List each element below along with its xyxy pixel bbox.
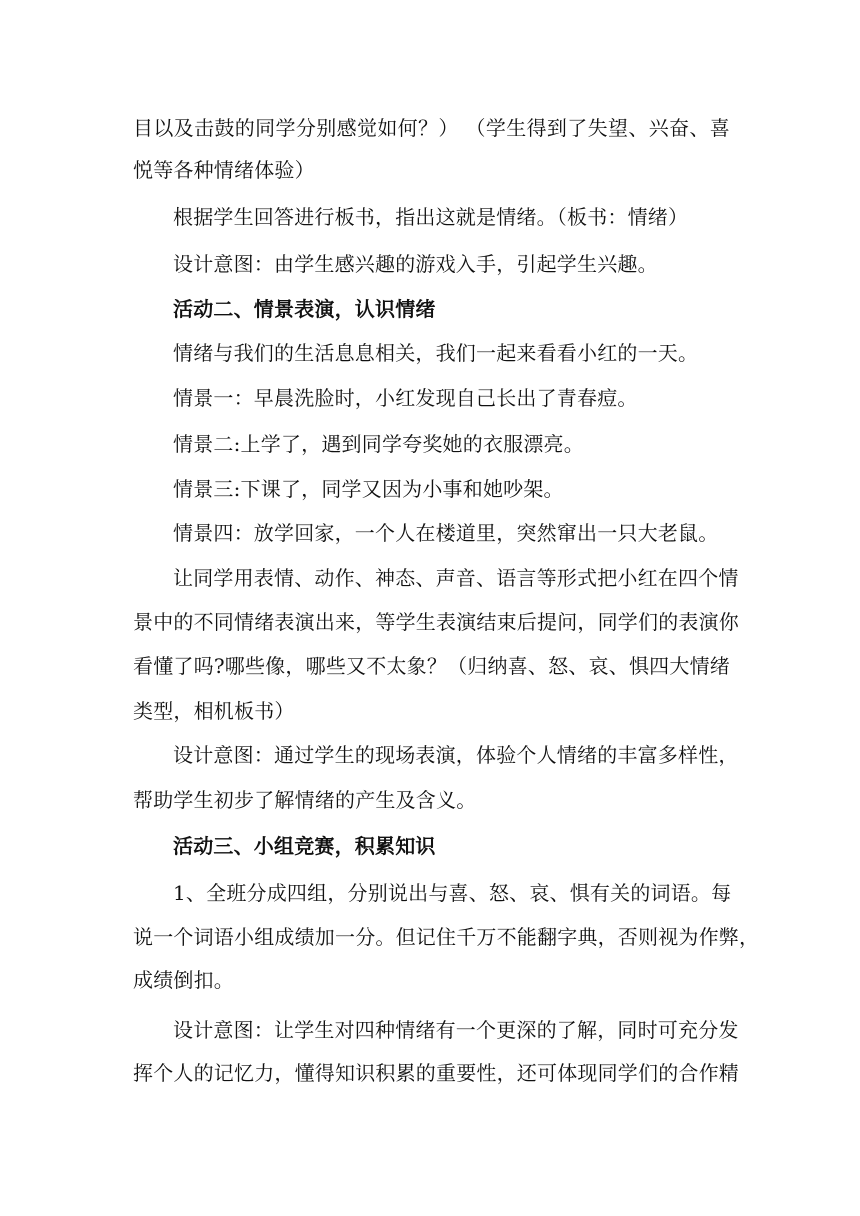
text-line: 设计意图：让学生对四种情绪有一个更深的了解，同时可充分发 <box>173 1018 739 1042</box>
text-line: 景中的不同情绪表演出来，等学生表演结束后提问，同学们的表演你 <box>133 610 739 634</box>
text-line: 挥个人的记忆力，懂得知识积累的重要性，还可体现同学们的合作精 <box>133 1061 739 1085</box>
text-line: 设计意图：由学生感兴趣的游戏入手，引起学生兴趣。 <box>173 252 658 276</box>
section-heading: 活动三、小组竞赛，积累知识 <box>173 834 436 858</box>
text-line: 设计意图：通过学生的现场表演，体验个人情绪的丰富多样性， <box>173 743 739 767</box>
text-line: 情景一：早晨洗脸时，小红发现自己长出了青春痘。 <box>173 386 638 410</box>
text-line: 情景二:上学了，遇到同学夸奖她的衣服漂亮。 <box>173 432 584 456</box>
text-line: 目以及击鼓的同学分别感觉如何？） （学生得到了失望、兴奋、喜 <box>133 116 730 140</box>
text-line: 情景四：放学回家，一个人在楼道里，突然窜出一只大老鼠。 <box>173 521 719 545</box>
text-line: 根据学生回答进行板书，指出这就是情绪。（板书：情绪） <box>173 205 689 229</box>
text-line: 1、全班分成四组，分别说出与喜、怒、哀、惧有关的词语。每 <box>173 881 732 905</box>
text-line: 帮助学生初步了解情绪的产生及含义。 <box>133 788 477 812</box>
text-line: 类型，相机板书） <box>133 699 295 723</box>
text-line: 情绪与我们的生活息息相关，我们一起来看看小红的一天。 <box>173 341 699 365</box>
text-line: 成绩倒扣。 <box>133 968 234 992</box>
text-line: 看懂了吗?哪些像，哪些又不太象？（归纳喜、怒、哀、惧四大情绪 <box>133 654 730 678</box>
text-line: 说一个词语小组成绩加一分。但记住千万不能翻字典，否则视为作弊， <box>133 925 760 949</box>
text-line: 悦等各种情绪体验） <box>133 158 315 182</box>
text-line: 让同学用表情、动作、神态、声音、语言等形式把小红在四个情 <box>173 566 739 590</box>
text-line: 情景三:下课了，同学又因为小事和她吵架。 <box>173 477 564 501</box>
section-heading: 活动二、情景表演，认识情绪 <box>173 297 436 321</box>
